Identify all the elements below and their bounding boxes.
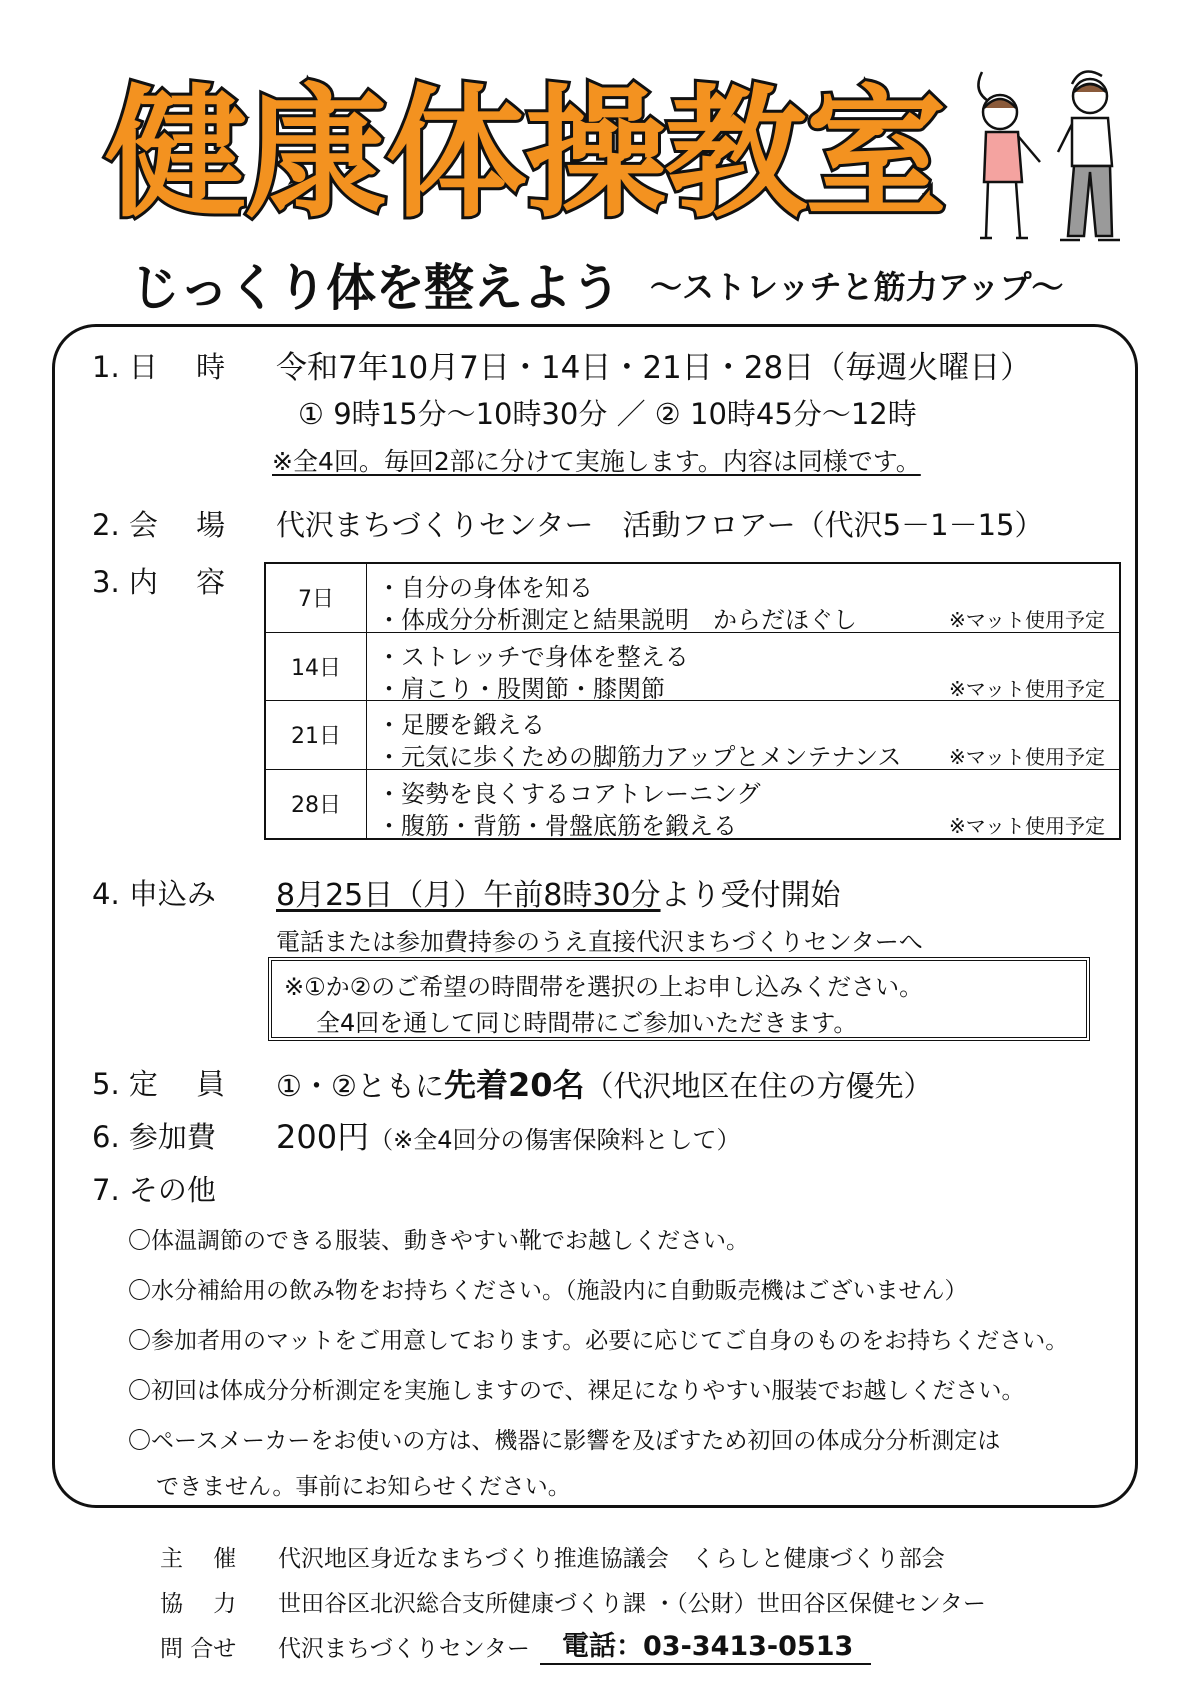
exercising-people-illustration [962, 62, 1162, 252]
venue-text: 代沢まちづくりセンター 活動フロアー（代沢5－1－15） [276, 508, 1044, 542]
list-item: 〇ペースメーカーをお使いの方は、機器に影響を及ぼすため初回の体成分分析測定は [128, 1428, 1001, 1454]
capacity-pre: ①・②ともに [276, 1069, 444, 1103]
list-item: 〇水分補給用の飲み物をお持ちください。（施設内に自動販売機はございません） [128, 1278, 968, 1304]
table-line: ・姿勢を良くするコアトレーニング [377, 779, 761, 808]
table-day: 21日 [266, 701, 367, 769]
table-row [266, 633, 1119, 702]
fee-note: （※全4回分の傷害保険料として） [369, 1126, 741, 1154]
cooperation-text: 世田谷区北沢総合支所健康づくり課 ・（公財）世田谷区保健センター [278, 1591, 986, 1617]
mat-note: ※マット使用予定 [949, 745, 1105, 769]
list-item: できません。事前にお知らせください。 [156, 1474, 571, 1500]
date-note: ※全4回。毎回2部に分けて実施します。内容は同様です。 [272, 447, 921, 476]
date-text: 令和7年10月7日・14日・21日・28日（毎週火曜日） [276, 350, 1032, 386]
table-line: ・ストレッチで身体を整える [377, 642, 689, 671]
cooperation-label: 協 力 [160, 1591, 237, 1617]
mat-note: ※マット使用予定 [949, 813, 1105, 838]
table-line: ・足腰を鍛える [377, 711, 545, 739]
content-label: 3. 内 容 [92, 565, 226, 599]
subtitle: じっくり体を整えよう [130, 259, 620, 317]
list-item: 〇参加者用のマットをご用意しております。必要に応じてご自身のものをお持ちください。 [128, 1328, 1069, 1354]
table-row [266, 564, 1119, 633]
contact-text: 代沢まちづくりセンター [278, 1636, 530, 1662]
apply-notice-line1: ※①か②のご希望の時間帯を選択の上お申し込みください。 [284, 973, 924, 1001]
apply-notice-line2: 全4回を通して同じ時間帯にご参加いただきます。 [316, 1009, 858, 1037]
page-title: 健康体操教室 [105, 72, 945, 237]
table-line: ・肩こり・股関節・膝関節 [377, 674, 665, 703]
organizer-text: 代沢地区身近なまちづくり推進協議会 くらしと健康づくり部会 [278, 1546, 945, 1572]
apply-label: 4. 申込み [92, 877, 216, 911]
mat-note: ※マット使用予定 [949, 676, 1105, 701]
table-line: ・元気に歩くための脚筋力アップとメンテナンス [377, 743, 902, 771]
capacity-bold: 先着20名 [444, 1066, 585, 1104]
list-item: 〇体温調節のできる服装、動きやすい靴でお越しください。 [128, 1228, 749, 1254]
fee-text [276, 1112, 740, 1158]
capacity-label: 5. 定 員 [92, 1067, 226, 1101]
fee-amount: 200円 [276, 1118, 370, 1156]
man-figure [1058, 72, 1120, 241]
mat-note: ※マット使用予定 [949, 608, 1105, 632]
table-line: ・腹筋・背筋・骨盤底筋を鍛える [377, 811, 737, 840]
schedule-table [264, 562, 1121, 840]
woman-figure [978, 72, 1040, 238]
time-slots: ① 9時15分～10時30分 ／ ② 10時45分～12時 [298, 397, 917, 431]
table-day: 14日 [266, 633, 367, 701]
contact-phone: 電話：03-3413-0513 [540, 1624, 871, 1665]
fee-label: 6. 参加費 [92, 1120, 216, 1154]
organizer-label: 主 催 [160, 1546, 237, 1572]
capacity-post: （代沢地区在住の方優先） [584, 1069, 933, 1103]
list-item: 〇初回は体成分分析測定を実施しますので、裸足になりやすい服装でお越しください。 [128, 1378, 1025, 1404]
apply-method: 電話または参加費持参のうえ直接代沢まちづくりセンターへ [276, 928, 923, 956]
apply-datetime: 8月25日（月）午前8時30分 [276, 878, 661, 913]
table-line: ・自分の身体を知る [377, 574, 593, 602]
table-row [266, 701, 1119, 770]
other-label: 7. その他 [92, 1173, 216, 1207]
contact-label: 問 合せ [160, 1636, 237, 1662]
subtitle-stretch: ～ストレッチと筋力アップ～ [650, 268, 1064, 306]
apply-start [276, 870, 841, 914]
table-day: 28日 [266, 770, 367, 839]
venue-label: 2. 会 場 [92, 508, 226, 542]
table-day: 7日 [266, 564, 367, 632]
capacity-text [276, 1060, 933, 1106]
apply-start-rest: より受付開始 [660, 878, 841, 913]
table-line: ・体成分分析測定と結果説明 からだほぐし [377, 606, 857, 634]
apply-notice-box [268, 957, 1090, 1041]
date-label: 1. 日 時 [92, 350, 226, 384]
table-row [266, 770, 1119, 839]
